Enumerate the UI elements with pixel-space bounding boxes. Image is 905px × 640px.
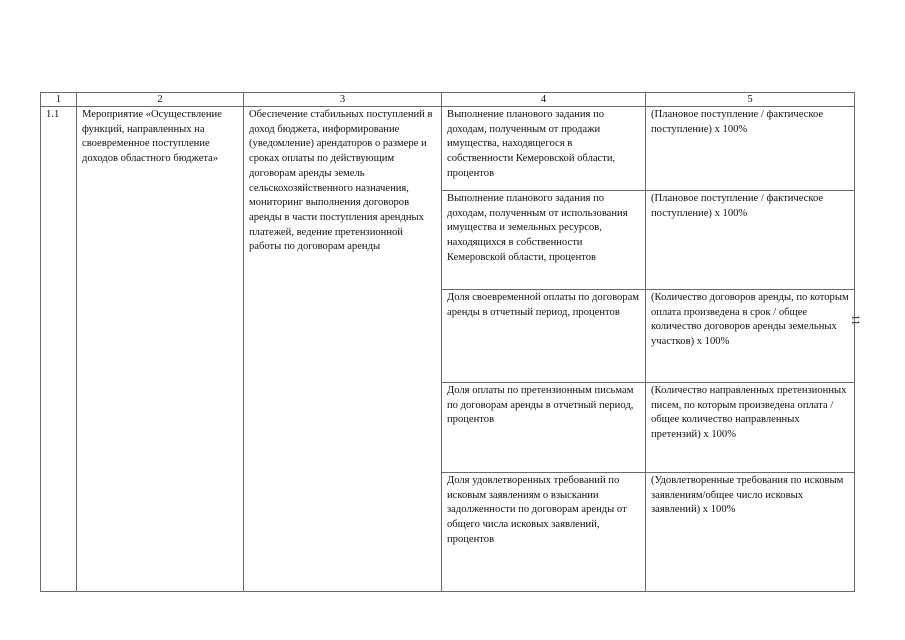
header-row [41,93,855,107]
indicator-formula: (Количество договоров аренды, по которым оплата произведена в срок / общее количество договоров аренды земельных участков) x 100% [646,290,855,383]
indicator-name: Выполнение планового задания по доходам, полученным от использования имущества и земельных ресурсов, находящихся в собственности Кемеровской области, процентов [442,191,646,290]
table-row [41,107,855,191]
description-cell: Обеспечение стабильных поступлений в доход бюджета, информирование (уведомление) арендаторов о размере и сроках оплаты по действующим договорам аренды земель сельскохозяйственного назначения, мониторинг выполнения договоров аренды в части поступления арендных платежей, ведение претензионной работы по договорам аренды [244,107,442,592]
indicator-formula: (Количество направленных претензионных писем, по которым произведена оплата / общее количество направленных претензий) x 100% [646,383,855,473]
indicator-name: Выполнение планового задания по доходам, полученным от продажи имущества, находящегося в собственности Кемеровской области, процентов [442,107,646,191]
indicator-formula: (Плановое поступление / фактическое поступление) x 100% [646,191,855,290]
program-table [40,92,855,592]
header-cell-1: 1 [41,93,77,107]
indicator-formula: (Удовлетворенные требования по исковым заявлениям/общее число исковых заявлений) x 100% [646,473,855,592]
row-number: 1.1 [41,107,77,592]
indicator-name: Доля удовлетворенных требований по исковым заявлениям о взыскании задолженности по договорам аренды от общего числа исковых заявлений, процентов [442,473,646,592]
header-cell-2: 2 [77,93,244,107]
page-number: 11 [849,314,862,326]
header-cell-5: 5 [646,93,855,107]
indicator-name: Доля своевременной оплаты по договорам аренды в отчетный период, процентов [442,290,646,383]
event-cell: Мероприятие «Осуществление функций, направленных на своевременное поступление доходов областного бюджета» [77,107,244,592]
header-cell-4: 4 [442,93,646,107]
indicator-formula: (Плановое поступление / фактическое поступление) x 100% [646,107,855,191]
indicator-name: Доля оплаты по претензионным письмам по договорам аренды в отчетный период, процентов [442,383,646,473]
header-cell-3: 3 [244,93,442,107]
